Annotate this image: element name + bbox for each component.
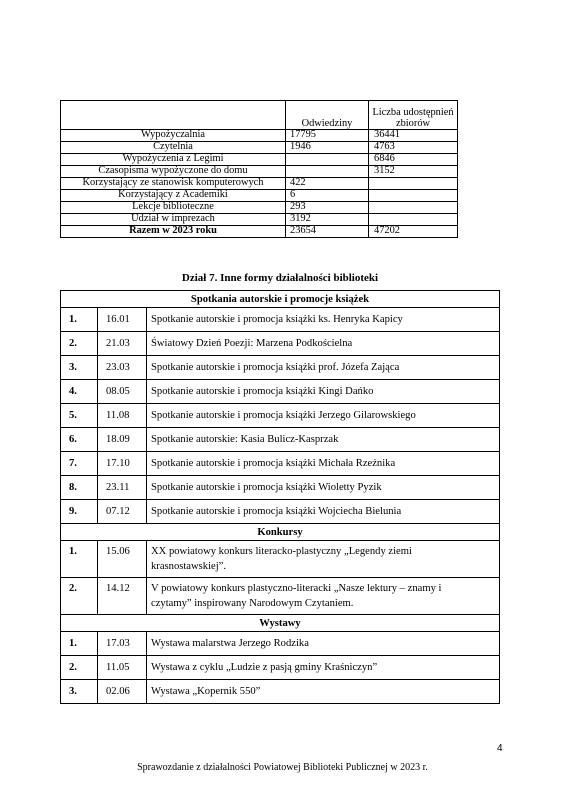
exhibitions-header: Wystawy [61,615,500,632]
events-table [60,290,500,704]
stats-visits: 3192 [286,214,369,226]
row-date: 11.08 [98,404,147,428]
row-description: Spotkanie autorskie i promocja książki Wioletty Pyzik [147,476,500,500]
row-description [147,541,500,578]
row-description: Spotkanie autorskie: Kasia Bulicz-Kasprzak [147,428,500,452]
stats-label: Korzystający ze stanowisk komputerowych [61,178,286,190]
table-row [61,680,500,704]
row-number: 1. [61,541,98,578]
row-description: Spotkanie autorskie i promocja książki Kingi Dańko [147,380,500,404]
row-date: 23.03 [98,356,147,380]
stats-items: 4763 [369,142,458,154]
row-description: Wystawa „Kopernik 550” [147,680,500,704]
stats-items: 6846 [369,154,458,166]
row-number: 1. [61,632,98,656]
table-row [61,130,458,142]
row-date: 16.01 [98,308,147,332]
stats-visits: 293 [286,202,369,214]
table-row [61,404,500,428]
stats-items [369,202,458,214]
stats-total-visits: 23654 [286,226,369,238]
row-date: 14.12 [98,578,147,615]
table-row [61,632,500,656]
row-description: Spotkanie autorskie i promocja książki prof. Józefa Zająca [147,356,500,380]
stats-total-row [61,226,458,238]
table-row [61,154,458,166]
stats-header-visits: Odwiedziny [286,101,369,130]
row-number: 5. [61,404,98,428]
stats-label: Lekcje biblioteczne [61,202,286,214]
stats-visits: 17795 [286,130,369,142]
table-row [61,428,500,452]
table-row [61,476,500,500]
table-row [61,142,458,154]
row-number: 6. [61,428,98,452]
row-number: 2. [61,578,98,615]
row-description: Spotkanie autorskie i promocja książki Jerzego Gilarowskiego [147,404,500,428]
stats-total-label: Razem w 2023 roku [61,226,286,238]
row-date: 17.10 [98,452,147,476]
row-date: 18.09 [98,428,147,452]
table-row [61,308,500,332]
table-row [61,500,500,524]
row-date: 15.06 [98,541,147,578]
table-row [61,656,500,680]
table-row [61,380,500,404]
stats-label: Wypożyczalnia [61,130,286,142]
stats-header-row [61,101,458,130]
table-row [61,578,500,615]
stats-items: 36441 [369,130,458,142]
row-description: Światowy Dzień Poezji: Marzena Podkościelna [147,332,500,356]
stats-label: Korzystający z Academiki [61,190,286,202]
stats-label: Udział w imprezach [61,214,286,226]
row-number: 9. [61,500,98,524]
table-row [61,190,458,202]
stats-items: 3152 [369,166,458,178]
statistics-table [60,100,458,238]
row-description: Spotkanie autorskie i promocja książki ks. Henryka Kapicy [147,308,500,332]
row-description: Wystawa malarstwa Jerzego Rodzika [147,632,500,656]
row-number: 1. [61,308,98,332]
row-description: Spotkanie autorskie i promocja książki Michała Rzeźnika [147,452,500,476]
table-row [61,202,458,214]
row-date: 23.11 [98,476,147,500]
contests-header: Konkursy [61,524,500,541]
table-row [61,166,458,178]
stats-visits: 422 [286,178,369,190]
row-date: 17.03 [98,632,147,656]
stats-items [369,178,458,190]
row-description [147,578,500,615]
table-row [61,214,458,226]
page-footer: Sprawozdanie z działalności Powiatowej Biblioteki Publicznej w 2023 r. [137,762,428,773]
stats-items [369,214,458,226]
row-number: 3. [61,356,98,380]
exhibitions-header-row [61,615,500,632]
contests-header-row [61,524,500,541]
row-description-line: czytamy” inspirowany Narodowym Czytaniem. [151,598,354,609]
table-row [61,178,458,190]
meetings-header-row [61,291,500,308]
stats-items [369,190,458,202]
stats-label: Czytelnia [61,142,286,154]
stats-label: Czasopisma wypożyczone do domu [61,166,286,178]
row-number: 7. [61,452,98,476]
stats-visits: 6 [286,190,369,202]
meetings-header: Spotkania autorskie i promocje książek [61,291,500,308]
row-description-line: XX powiatowy konkurs literacko-plastyczny „Legendy ziemi [151,546,412,557]
section-title: Dział 7. Inne formy działalności biblioteki [181,272,379,284]
row-number: 2. [61,332,98,356]
row-description-line: V powiatowy konkurs plastyczno-literacki „Nasze lektury – znamy i [151,583,442,594]
page-number: 4 [497,743,503,754]
row-date: 02.06 [98,680,147,704]
table-row [61,452,500,476]
row-date: 21.03 [98,332,147,356]
stats-label: Wypożyczenia z Legimi [61,154,286,166]
row-number: 2. [61,656,98,680]
row-description-line: krasnostawskiej”. [151,561,227,572]
stats-visits [286,166,369,178]
row-description: Spotkanie autorskie i promocja książki Wojciecha Bielunia [147,500,500,524]
table-row [61,356,500,380]
stats-visits [286,154,369,166]
row-number: 4. [61,380,98,404]
row-number: 8. [61,476,98,500]
row-number: 3. [61,680,98,704]
table-row [61,541,500,578]
stats-header-items: Liczba udostępnień zbiorów [369,101,458,130]
row-date: 11.05 [98,656,147,680]
table-row [61,332,500,356]
row-date: 08.05 [98,380,147,404]
row-date: 07.12 [98,500,147,524]
row-description: Wystawa z cyklu „Ludzie z pasją gminy Kraśniczyn” [147,656,500,680]
stats-header-empty [61,101,286,130]
stats-total-items: 47202 [369,226,458,238]
stats-visits: 1946 [286,142,369,154]
